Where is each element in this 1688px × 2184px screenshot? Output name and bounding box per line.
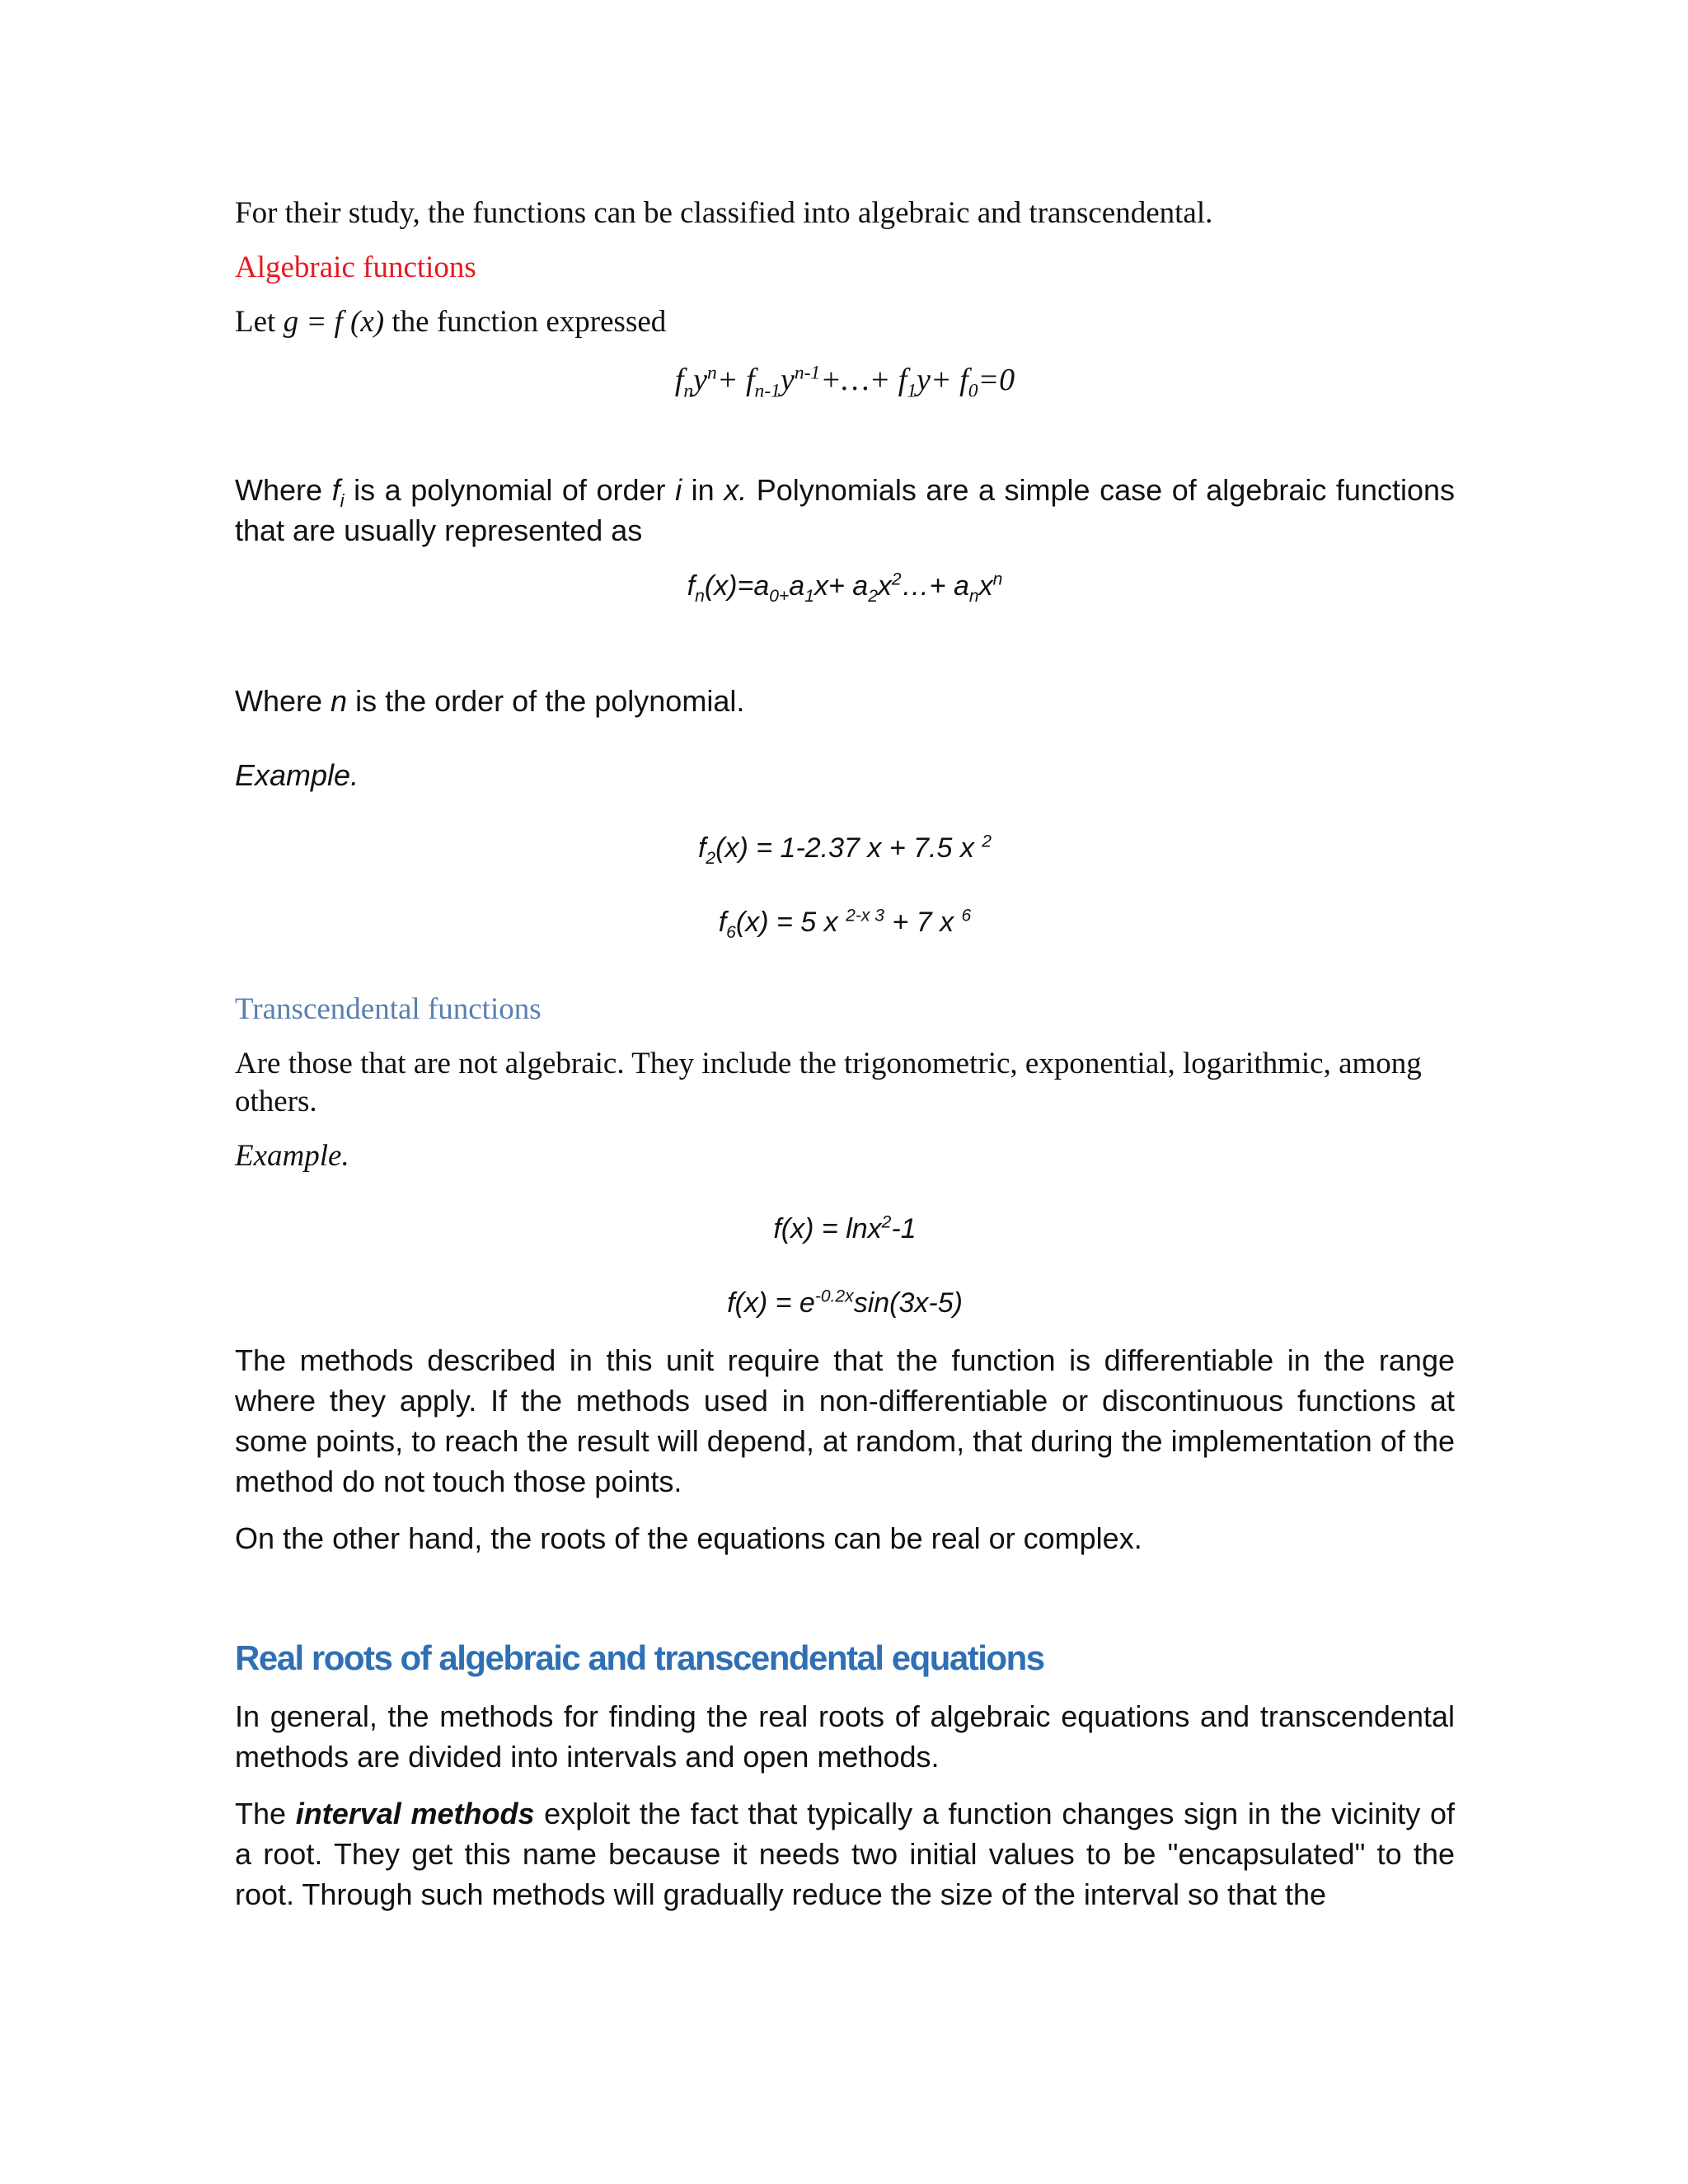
- algebraic-example-1: $f_2(x) = 1-2.37$ x + 7.5 x $^2$: [697, 832, 992, 868]
- algebraic-example-label: Example.: [235, 758, 359, 792]
- where-fi-paragraph: Where $f_i$ is a polynomial of order i in x. Polynomials are a simple case of algebraic functions that are usually represented as: [235, 473, 1456, 547]
- transcendental-example-1: f(x) = lnx$^2$-1: [773, 1212, 917, 1244]
- let-g-line: Let g = f (x) the function expressed: [235, 305, 667, 339]
- real-roots-section-heading: Real roots of algebraic and transcendental equations: [235, 1638, 1044, 1677]
- algebraic-example-2: $f_6(x) = 5$ x $^{2-x 3}$ + 7 x $^6$: [718, 906, 972, 942]
- algebraic-general-equation: $f_ny^n+$ $f_{n-1}y^{n-1}+\dots+ f_1y+ f_0=0$: [674, 362, 1015, 402]
- transcendental-description: Are those that are not algebraic. They include the trigonometric, exponential, logarithmic, among others.: [235, 1047, 1422, 1118]
- intro-paragraph: For their study, the functions can be classified into algebraic and transcendental.: [235, 196, 1213, 230]
- polynomial-equation: $f_n(x)=a_{0+}a_1x+$ $a_2x^2\dots+ a_nx^n$: [687, 569, 1003, 606]
- transcendental-example-label: Example.: [235, 1139, 349, 1173]
- methods-differentiable-paragraph: The methods described in this unit require that the function is differentiable in the range where they apply. If the methods used in non-differentiable or discontinuous functions at some points, to reach the result will depend, at random, that during the implementation of the method do not touch those points.: [235, 1343, 1455, 1498]
- algebraic-functions-heading: Algebraic functions: [235, 251, 476, 284]
- interval-methods-term: interval methods: [295, 1797, 535, 1830]
- methods-intervals-paragraph: In general, the methods for finding the real roots of algebraic equations and transcendental methods are divided into intervals and open methods.: [235, 1699, 1455, 1774]
- transcendental-functions-heading: Transcendental functions: [235, 992, 542, 1026]
- interval-methods-paragraph: The interval methods exploit the fact that typically a function changes sign in the vicinity of a root. They get this name because it needs two initial values to be "encapsulated" to the root. Through such methods will gradually reduce the size of the interval so that the: [235, 1797, 1456, 1911]
- roots-real-complex-paragraph: On the other hand, the roots of the equations can be real or complex.: [235, 1521, 1142, 1555]
- where-n-paragraph: Where n is the order of the polynomial.: [235, 684, 745, 718]
- transcendental-example-2: $f(x) = e^{-0.2x}\sin(3x-5)$: [727, 1286, 963, 1319]
